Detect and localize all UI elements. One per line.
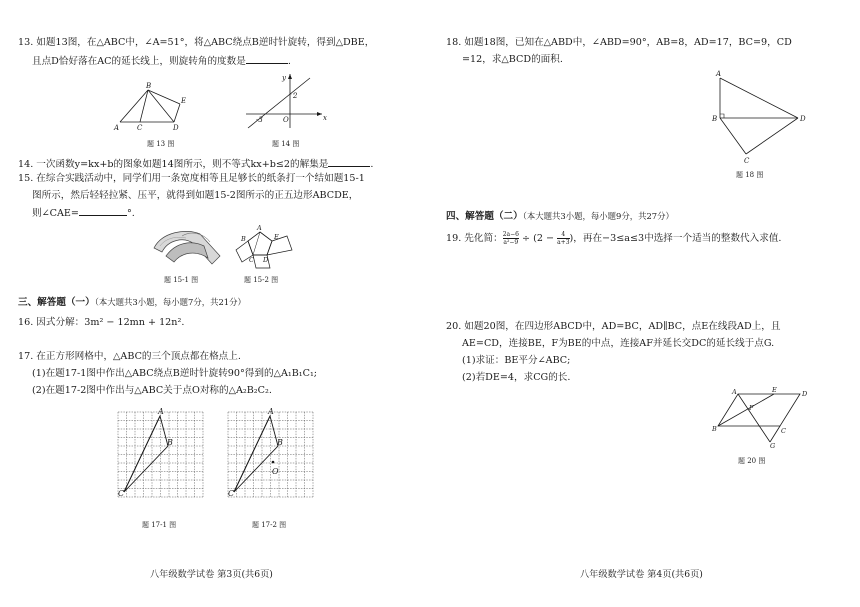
q19-frac2-den: a+3 <box>557 239 570 246</box>
q14-text: 14. 一次函数y=kx+b的图象如题14图所示，则不等式kx+b≤2的解集是 <box>18 159 329 170</box>
q13-line2 <box>32 53 291 68</box>
fig17-2-label-c: C <box>228 489 235 498</box>
q19-divide: ÷ <box>522 233 531 244</box>
fig17-1-grid <box>118 407 214 508</box>
q14-end: . <box>370 159 374 170</box>
fig14-label-p2: 2 <box>293 92 298 100</box>
fig18-caption: 题 18 图 <box>736 171 764 179</box>
fig17-1-label-b: B <box>167 438 173 447</box>
fig13-caption: 题 13 图 <box>147 140 175 148</box>
fig13-label-e: E <box>181 97 187 105</box>
left-footer: 八年级数学试卷 第3页(共6页) <box>150 569 273 580</box>
q13-line1: 13. 如题13图，在△ABC中，∠A=51°，将△ABC绕点B逆时针旋转，得到△DBE， <box>18 37 375 48</box>
fig13-label-a: A <box>114 124 120 132</box>
fig15-2-label-e: E <box>274 233 279 241</box>
fig13-triangles <box>112 82 202 132</box>
fig14-caption: 题 14 图 <box>272 140 300 148</box>
q19-fraction-2 <box>557 231 569 246</box>
q19-frac1-num: 2a−6 <box>502 231 519 238</box>
fig17-2-label-o: O <box>272 467 279 476</box>
fig17-1-caption: 题 17-1 图 <box>142 521 177 529</box>
q18-line1: 18. 如题18图，已知在△ABD中，∠ABD=90°，AB=8，AD=17，BC=9，CD <box>446 37 792 48</box>
section-four-note: （本大题共3小题，每小题9分，共27分） <box>522 211 674 221</box>
q15-answer-blank <box>79 205 127 216</box>
fig15-2-label-c: C <box>249 256 254 264</box>
fig20-label-d: D <box>802 390 808 398</box>
fig17-1-label-c: C <box>118 489 125 498</box>
q13-line2-text: 且点D恰好落在AC的延长线上，则旋转角的度数是 <box>32 56 246 67</box>
q19-frac2-num: 4 <box>557 231 569 239</box>
fig14-label-x: x <box>323 114 327 122</box>
fig14-graph <box>240 72 330 132</box>
fig14-label-y: y <box>282 74 286 82</box>
q15-line3 <box>32 205 135 220</box>
q16-text: 16. 因式分解：3m² − 12mn + 12n². <box>18 317 185 328</box>
q20-line2: AE=CD，连接BE，F为BE的中点，连接AF并延长交DC的延长线于点G. <box>462 338 775 349</box>
q19-pre: 19. 先化简： <box>446 233 503 244</box>
q17-line2: (1)在题17-1图中作出△ABC绕点B逆时针旋转90°得到的△A₁B₁C₁; <box>32 368 318 379</box>
fig15-2-pentagon <box>232 222 302 272</box>
q15-line3-post: °. <box>126 208 135 219</box>
section-three-title: 三、解答题（一） <box>18 297 95 308</box>
fig14-label-m3: -3 <box>256 116 263 124</box>
fig20-parallelogram <box>712 386 812 448</box>
right-footer: 八年级数学试卷 第4页(共6页) <box>580 569 703 580</box>
fig15-1-knot <box>152 226 224 268</box>
q20-line1: 20. 如题20图，在四边形ABCD中，AD=BC，AD∥BC，点E在线段AD上，且 <box>446 321 781 332</box>
fig14-label-o: O <box>283 116 289 124</box>
section-four-title: 四、解答题（二） <box>446 211 523 222</box>
q13-end: . <box>287 56 291 67</box>
q15-line3-pre: 则∠CAE= <box>32 208 79 219</box>
fig13-label-d: D <box>173 124 179 132</box>
fig17-1-label-a: A <box>158 407 164 416</box>
fig18-triangles <box>710 70 810 165</box>
q18-line2: =12，求△BCD的面积. <box>462 54 563 65</box>
q20-line3: (1)求证：BE平分∠ABC; <box>462 355 571 366</box>
q20-line4: (2)若DE=4，求CG的长. <box>462 372 571 383</box>
section-three-note: （本大题共3小题，每小题7分，共21分） <box>94 297 246 307</box>
fig15-1-caption: 题 15-1 图 <box>164 276 199 284</box>
section-three-heading <box>18 294 246 308</box>
q17-line3: (2)在题17-2图中作出与△ABC关于点O对称的△A₂B₂C₂. <box>32 385 272 396</box>
fig17-2-label-b: B <box>277 438 283 447</box>
q19-paren-close: ) <box>569 233 574 244</box>
fig20-label-f: F <box>749 404 754 412</box>
q17-line1: 17. 在正方形网格中，△ABC的三个顶点都在格点上. <box>18 351 241 362</box>
fig15-2-label-a: A <box>257 224 262 232</box>
fig20-label-c: C <box>781 427 786 435</box>
q14-line <box>18 156 373 171</box>
q19-line <box>446 230 781 248</box>
q14-answer-blank <box>328 156 370 167</box>
q15-line1: 15. 在综合实践活动中，同学们用一条宽度相等且足够长的纸条打一个结如题15-1 <box>18 173 365 184</box>
q19-frac1-den: a²−9 <box>503 239 519 246</box>
q19-fraction-1 <box>503 231 519 246</box>
fig20-label-e: E <box>772 386 777 394</box>
fig17-2-label-a: A <box>268 407 274 416</box>
fig18-label-a: A <box>716 70 722 78</box>
section-four-heading <box>446 208 674 222</box>
q13-answer-blank <box>246 53 288 64</box>
right-page <box>430 0 860 607</box>
fig15-2-label-d: D <box>263 256 269 264</box>
fig15-2-label-b: B <box>241 235 246 243</box>
fig13-label-c: C <box>137 124 143 132</box>
fig18-label-d: D <box>800 115 806 123</box>
q15-line2: 图所示，然后轻轻拉紧、压平，就得到如题15-2图所示的正五边形ABCDE， <box>32 190 359 201</box>
fig18-label-c: C <box>744 157 750 165</box>
fig15-2-caption: 题 15-2 图 <box>244 276 279 284</box>
fig18-label-b: B <box>712 115 718 123</box>
q19-paren-open: (2 − <box>533 233 555 244</box>
fig17-2-grid <box>228 407 324 508</box>
fig20-caption: 题 20 图 <box>738 457 766 465</box>
fig13-label-b: B <box>146 82 152 90</box>
fig20-label-g: G <box>770 442 776 450</box>
q19-post: ，再在−3≤a≤3中选择一个适当的整数代入求值. <box>573 233 782 244</box>
fig20-label-b: B <box>712 425 717 433</box>
fig17-2-caption: 题 17-2 图 <box>252 521 287 529</box>
fig20-label-a: A <box>732 388 737 396</box>
